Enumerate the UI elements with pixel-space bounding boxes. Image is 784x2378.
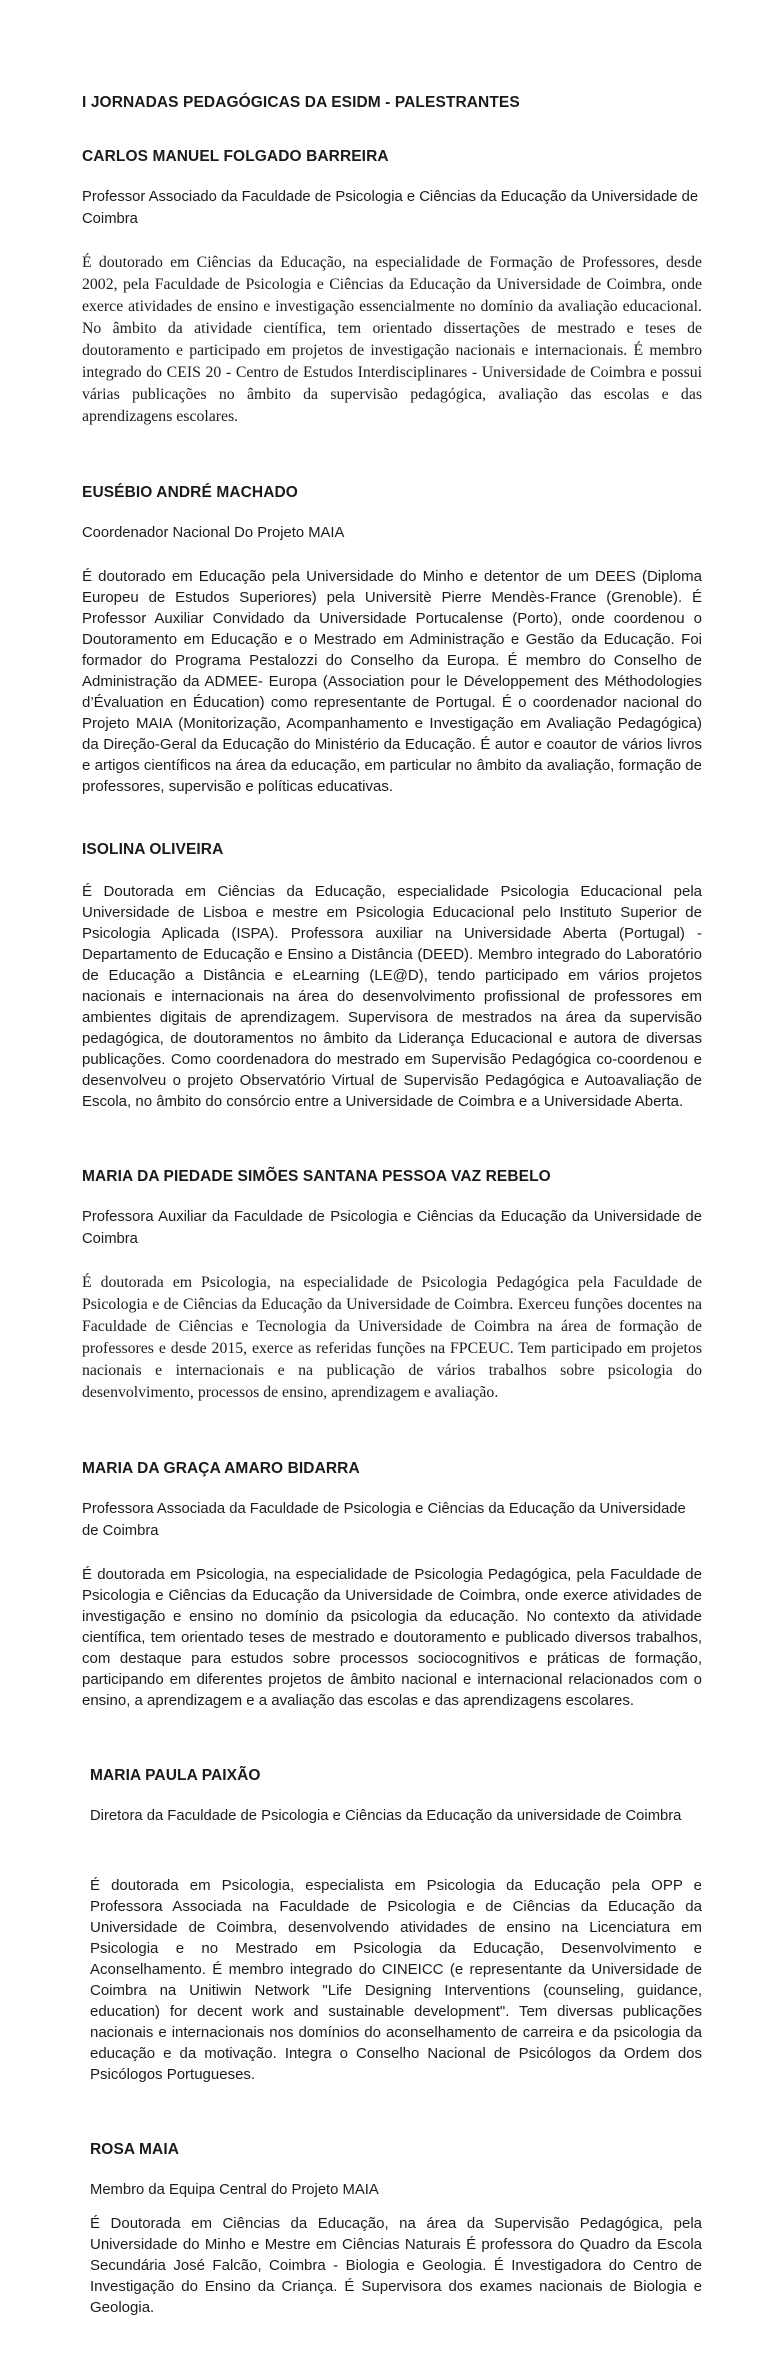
speaker-bio: É Doutorada em Ciências da Educação, especialidade Psicologia Educacional pela Universidade de Lisboa e mestre em Psicologia Educacional pelo Instituto Superior de Psicologia Aplicada (ISPA). Professora auxiliar na Universidade Aberta (Portugal) - Departamento de Educação e Ensino a Distância (DEED). Membro integrado do Laboratório de Educação a Distância e eLearning (LE@D), tendo participado em vários projetos nacionais e internacionais na área do desenvolvimento profissional de professores em ambientes digitais de aprendizagem. Supervisora de mestrados na área da supervisão pedagógica, de doutoramentos no âmbito da Liderança Educacional e autora de diversas publicações. Como coordenadora do mestrado em Supervisão Pedagógica co-coordenou e desenvolveu o projeto Observatório Virtual de Supervisão Pedagógica e Autoavaliação de Escola, no âmbito do consórcio entre a Universidade de Coimbra e a Universidade Aberta. bbox=[82, 883, 702, 1110]
document-title: I JORNADAS PEDAGÓGICAS DA ESIDM - PALESTRANTES bbox=[82, 94, 520, 111]
speaker-bio: É doutorada em Psicologia, especialista em Psicologia da Educação pela OPP e Professora Associada na Faculdade de Psicologia e de Ciências da Educação da Universidade de Coimbra, desenvolvendo atividades de ensino na Licenciatura em Psicologia e no Mestrado em Psicologia da Educação, Desenvolvimento e Aconselhamento. É membro integrado do CINEICC (e representante da Universidade de Coimbra na Unitiwin Network "Life Designing Interventions (counseling, guidance, education) for decent work and sustainable development". Tem diversas publicações nacionais e internacionais nos domínios do aconselhamento de carreira e da psicologia da educação e da motivação. Integra o Conselho Nacional de Psicólogos da Ordem dos Psicólogos Portugueses. bbox=[90, 1877, 702, 2083]
speaker-section-paixao bbox=[82, 1767, 702, 2085]
speaker-role: Professora Auxiliar da Faculdade de Psicologia e Ciências da Educação da Universidade de Coimbra bbox=[82, 1209, 702, 1247]
speaker-name: EUSÉBIO ANDRÉ MACHADO bbox=[82, 484, 298, 501]
speaker-name: MARIA DA GRAÇA AMARO BIDARRA bbox=[82, 1460, 360, 1477]
speaker-section-barreira bbox=[82, 148, 702, 428]
speaker-section-machado bbox=[82, 484, 702, 797]
speaker-role: Membro da Equipa Central do Projeto MAIA bbox=[90, 2182, 379, 2198]
speaker-bio: É doutorada em Psicologia, na especialidade de Psicologia Pedagógica pela Faculdade de Psicologia e de Ciências da Educação da Universidade de Coimbra. Exerceu funções docentes na Faculdade de Ciências e Tecnologia da Universidade de Coimbra na área de formação de professores e desde 2015, exerce as referidas funções na FPCEUC. Tem participado em projetos nacionais e internacionais e na publicação de vários trabalhos sobre psicologia do desenvolvimento, processos de ensino, aprendizagem e avaliação. bbox=[82, 1274, 702, 1401]
speaker-role: Professor Associado da Faculdade de Psicologia e Ciências da Educação da Universidade de Coimbra bbox=[82, 189, 699, 227]
speaker-name: MARIA PAULA PAIXÃO bbox=[90, 1767, 261, 1784]
speaker-name: MARIA DA PIEDADE SIMÕES SANTANA PESSOA VAZ REBELO bbox=[82, 1168, 551, 1185]
speaker-section-oliveira bbox=[82, 841, 702, 1112]
speaker-bio: É doutorada em Psicologia, na especialidade de Psicologia Pedagógica, pela Faculdade de Psicologia e Ciências da Educação da Universidade de Coimbra, onde exerce atividades de investigação e ensino no domínio da psicologia da educação. No contexto da atividade científica, tem orientado teses de mestrado e doutoramento e publicado diversos trabalhos, com destaque para estudos sobre processos sociocognitivos e práticas de formação, participando em diferentes projetos de âmbito nacional e internacional relacionados com o ensino, a aprendizagem e a avaliação das escolas e das aprendizagens escolares. bbox=[82, 1566, 702, 1709]
speaker-name: ROSA MAIA bbox=[90, 2141, 180, 2158]
speaker-section-maia bbox=[82, 2141, 702, 2318]
speaker-role: Diretora da Faculdade de Psicologia e Ciências da Educação da universidade de Coimbra bbox=[90, 1808, 682, 1824]
speaker-bio: É doutorado em Educação pela Universidade do Minho e detentor de um DEES (Diploma Europeu de Estudos Superiores) pela Universitè Pierre Mendès-France (Grenoble). É Professor Auxiliar Convidado da Universidade Portucalense (Porto), onde coordenou o Doutoramento em Educação e o Mestrado em Administração e Gestão da Educação. Foi formador do Programa Pestalozzi do Conselho da Europa. É membro do Conselho de Administração da ADMEE- Europa (Association pour le Développement des Méthodologies d’Évaluation en Éducation) como representante de Portugal. É o coordenador nacional do Projeto MAIA (Monitorização, Acompanhamento e Investigação em Avaliação Pedagógica) da Direção-Geral da Educação do Ministério da Educação. É autor e coautor de vários livros e artigos científicos na área da educação, em particular no âmbito da avaliação, formação de professores, supervisão e políticas educativas. bbox=[82, 568, 702, 795]
speaker-role: Coordenador Nacional Do Projeto MAIA bbox=[82, 525, 345, 541]
speaker-section-bidarra bbox=[82, 1460, 702, 1711]
speaker-bio: É doutorado em Ciências da Educação, na especialidade de Formação de Professores, desde 2002, pela Faculdade de Psicologia e Ciências da Educação da Universidade de Coimbra, onde exerce atividades de ensino e investigação essencialmente no domínio da avaliação educacional. No âmbito da atividade científica, tem orientado dissertações de mestrado e teses de doutoramento e participado em projetos de investigação nacionais e internacionais. É membro integrado do CEIS 20 - Centro de Estudos Interdisciplinares - Universidade de Coimbra e possui várias publicações no âmbito da supervisão pedagógica, avaliação das escolas e das aprendizagens escolares. bbox=[82, 254, 702, 425]
speaker-section-vaz-rebelo bbox=[82, 1168, 702, 1404]
speaker-name: CARLOS MANUEL FOLGADO BARREIRA bbox=[82, 148, 389, 165]
speaker-name: ISOLINA OLIVEIRA bbox=[82, 841, 224, 858]
speaker-role: Professora Associada da Faculdade de Psicologia e Ciências da Educação da Universidade de Coimbra bbox=[82, 1501, 686, 1539]
speaker-bio: É Doutorada em Ciências da Educação, na área da Supervisão Pedagógica, pela Universidade do Minho e Mestre em Ciências Naturais É professora do Quadro da Escola Secundária José Falcão, Coimbra - Biologia e Geologia. É Investigadora do Centro de Investigação do Ensino da Criança. É Supervisora dos exames nacionais de Biologia e Geologia. bbox=[90, 2215, 702, 2316]
